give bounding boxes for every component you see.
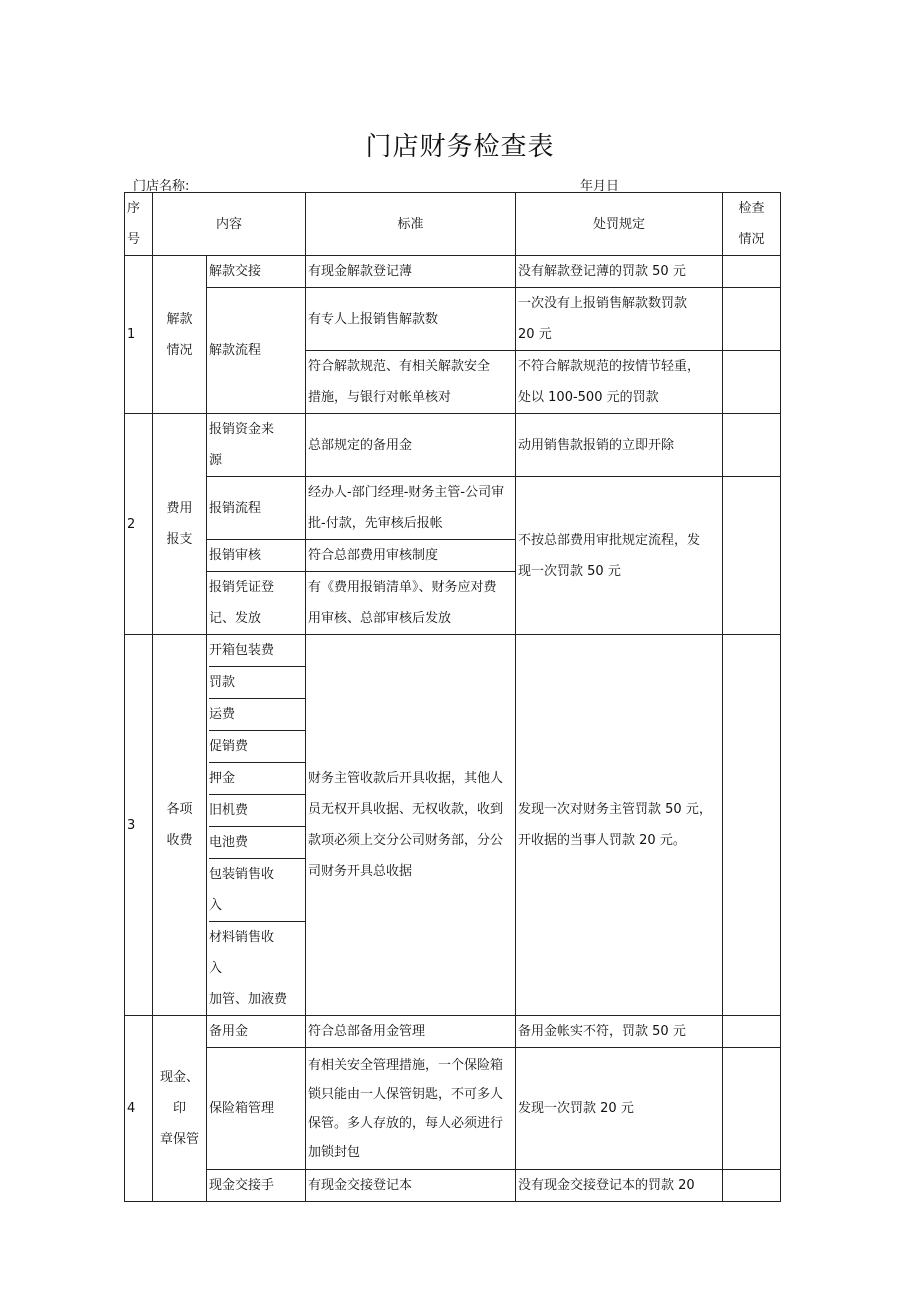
penalty-cell: 没有解款登记薄的罚款 50 元 xyxy=(516,256,723,288)
check-cell xyxy=(723,477,781,635)
store-name-label: 门店名称: xyxy=(133,179,190,194)
section-number: 3 xyxy=(125,635,153,1016)
item-cell: 报销流程 xyxy=(207,477,306,540)
standard-cell: 财务主管收款后开具收据，其他人 员无权开具收据、无权收款，收到 款项必须上交分公司财务部，分公 司财务开具总收据 xyxy=(306,635,516,1016)
fee-item: 罚款 xyxy=(209,667,305,699)
fee-item: 电池费 xyxy=(209,827,305,859)
penalty-cell: 备用金帐实不符，罚款 50 元 xyxy=(516,1016,723,1048)
penalty-cell: 发现一次对财务主管罚款 50 元， 开收据的当事人罚款 20 元。 xyxy=(516,635,723,1016)
standard-cell: 符合解款规范、有相关解款安全 措施，与银行对帐单核对 xyxy=(306,351,516,414)
fee-item: 包装销售收 xyxy=(209,867,275,882)
fee-item: 促销费 xyxy=(209,731,305,763)
item-cell: 报销资金来 源 xyxy=(207,414,306,477)
penalty-cell: 一次没有上报销售解款数罚款 20 元 xyxy=(516,288,723,351)
standard-cell: 符合总部备用金管理 xyxy=(306,1016,516,1048)
fee-item: 运费 xyxy=(209,699,305,731)
standard-cell: 符合总部费用审核制度 xyxy=(306,540,516,572)
standard-cell: 有专人上报销售解款数 xyxy=(306,288,516,351)
fee-item: 材料销售收 xyxy=(209,930,275,945)
standard-cell: 有《费用报销清单》、财务应对费 用审核、总部审核后发放 xyxy=(306,572,516,635)
table-row xyxy=(125,1048,781,1170)
check-cell xyxy=(723,1170,781,1202)
table-row xyxy=(125,635,781,1016)
section-number: 4 xyxy=(125,1016,153,1202)
check-cell xyxy=(723,1048,781,1170)
fee-item: 开箱包装费 xyxy=(209,635,305,667)
penalty-cell: 不符合解款规范的按情节轻重， 处以 100-500 元的罚款 xyxy=(516,351,723,414)
check-cell xyxy=(723,1016,781,1048)
section-category: 各项 收费 xyxy=(153,635,207,1016)
fee-items xyxy=(207,635,306,1016)
fee-item: 押金 xyxy=(209,763,305,795)
table-row xyxy=(125,288,781,351)
item-cell: 备用金 xyxy=(207,1016,306,1048)
penalty-cell: 动用销售款报销的立即开除 xyxy=(516,414,723,477)
check-cell xyxy=(723,414,781,477)
table-row xyxy=(125,1170,781,1202)
penalty-cell: 发现一次罚款 20 元 xyxy=(516,1048,723,1170)
header-no: 序 号 xyxy=(125,193,153,256)
item-cell: 解款交接 xyxy=(207,256,306,288)
standard-cell: 经办人-部门经理-财务主管-公司审 批-付款，先审核后报帐 xyxy=(306,477,516,540)
item-cell: 报销审核 xyxy=(207,540,306,572)
section-category: 解款 情况 xyxy=(153,256,207,414)
check-cell xyxy=(723,351,781,414)
item-cell: 现金交接手 xyxy=(207,1170,306,1202)
table-row xyxy=(125,256,781,288)
standard-cell: 总部规定的备用金 xyxy=(306,414,516,477)
date-label: 年月日 xyxy=(580,179,620,194)
table-row xyxy=(125,1016,781,1048)
section-category: 现金、印 章保管 xyxy=(153,1016,207,1202)
section-number: 1 xyxy=(125,256,153,414)
header-penalty: 处罚规定 xyxy=(516,193,723,256)
penalty-cell: 没有现金交接登记本的罚款 20 xyxy=(516,1170,723,1202)
section-number: 2 xyxy=(125,414,153,635)
section-category: 费用 报支 xyxy=(153,414,207,635)
page-title: 门店财务检查表 xyxy=(365,132,555,162)
table-row xyxy=(125,414,781,477)
check-cell xyxy=(723,256,781,288)
standard-cell: 有相关安全管理措施，一个保险箱 锁只能由一人保管钥匙，不可多人 保管。多人存放的，每人必须进行 加锁封包 xyxy=(306,1048,516,1170)
fee-item: 加管、加液费 xyxy=(209,992,288,1007)
header-row xyxy=(125,193,781,256)
header-check: 检查 情况 xyxy=(723,193,781,256)
check-cell xyxy=(723,288,781,351)
header-standard: 标准 xyxy=(306,193,516,256)
table-row xyxy=(125,477,781,540)
inspection-table xyxy=(124,192,781,1202)
item-cell: 解款流程 xyxy=(207,288,306,414)
penalty-cell: 不按总部费用审批规定流程，发 现一次罚款 50 元 xyxy=(516,477,723,635)
fee-item: 旧机费 xyxy=(209,795,305,827)
item-cell: 保险箱管理 xyxy=(207,1048,306,1170)
standard-cell: 有现金解款登记薄 xyxy=(306,256,516,288)
standard-cell: 有现金交接登记本 xyxy=(306,1170,516,1202)
header-content: 内容 xyxy=(153,193,306,256)
item-cell: 报销凭证登 记、发放 xyxy=(207,572,306,635)
fee-item: 入 xyxy=(209,890,305,922)
fee-item: 入 xyxy=(209,961,223,976)
check-cell xyxy=(723,635,781,1016)
